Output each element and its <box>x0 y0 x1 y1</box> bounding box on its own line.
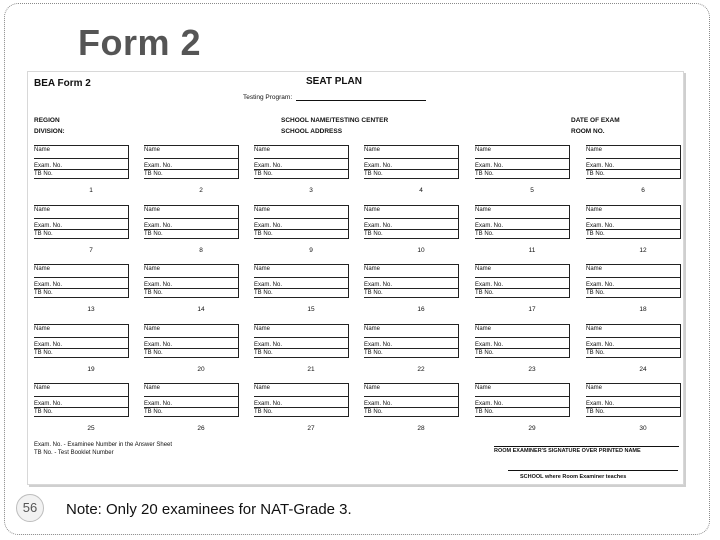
seat-tb-no-label: TB No. <box>144 409 163 415</box>
seat-name-label: Name <box>364 326 381 332</box>
seat-name-label: Name <box>254 266 271 272</box>
school-address-label: SCHOOL ADDRESS <box>281 128 343 135</box>
seat-box <box>254 145 349 179</box>
seat-number: 20 <box>197 366 205 373</box>
seat-name-label: Name <box>586 385 603 391</box>
seat-exam-line <box>586 348 681 349</box>
seat-name-line <box>144 396 239 397</box>
seat-tb-no-label: TB No. <box>144 231 163 237</box>
seat-number: 16 <box>417 306 425 313</box>
seat-name-label: Name <box>144 147 161 153</box>
seat-box <box>254 205 349 239</box>
seat-exam-no-label: Exam. No. <box>475 163 504 169</box>
seat-tb-no-label: TB No. <box>34 171 53 177</box>
seat-exam-no-label: Exam. No. <box>34 223 63 229</box>
seat-number: 10 <box>417 247 425 254</box>
seat-exam-no-label: Exam. No. <box>144 163 173 169</box>
seat-box <box>475 383 570 417</box>
seat-box <box>364 205 459 239</box>
seat-exam-line <box>364 348 459 349</box>
seat-exam-line <box>475 407 570 408</box>
seat-box <box>34 145 129 179</box>
seat-name-line <box>144 277 239 278</box>
seat-name-line <box>254 158 349 159</box>
seat-box <box>254 324 349 358</box>
school-name-label: SCHOOL NAME/TESTING CENTER <box>281 117 389 124</box>
seat-tb-no-label: TB No. <box>34 350 53 356</box>
seat-box <box>34 264 129 298</box>
seat-exam-no-label: Exam. No. <box>364 342 393 348</box>
slide-note: Note: Only 20 examinees for NAT-Grade 3. <box>66 501 352 518</box>
seat-name-label: Name <box>586 147 603 153</box>
seat-name-label: Name <box>34 147 51 153</box>
seat-exam-no-label: Exam. No. <box>144 342 173 348</box>
seat-exam-line <box>475 229 570 230</box>
seat-name-label: Name <box>364 385 381 391</box>
seat-plan-form <box>27 71 684 485</box>
seat-tb-no-label: TB No. <box>475 231 494 237</box>
seat-exam-line <box>475 169 570 170</box>
seat-exam-line <box>475 288 570 289</box>
seat-exam-no-label: Exam. No. <box>34 163 63 169</box>
seat-exam-line <box>254 229 349 230</box>
seat-name-label: Name <box>34 207 51 213</box>
division-label: DIVISION: <box>34 128 65 135</box>
seat-tb-no-label: TB No. <box>586 231 605 237</box>
seat-tb-no-label: TB No. <box>364 350 383 356</box>
seat-exam-no-label: Exam. No. <box>254 342 283 348</box>
testing-program-line <box>296 93 426 101</box>
seat-number: 5 <box>530 187 534 194</box>
seat-box <box>364 324 459 358</box>
seat-number: 13 <box>87 306 95 313</box>
seat-exam-line <box>144 169 239 170</box>
seat-box <box>34 383 129 417</box>
seat-number: 30 <box>639 425 647 432</box>
seat-name-line <box>144 218 239 219</box>
seat-name-label: Name <box>144 266 161 272</box>
seat-box <box>144 205 239 239</box>
date-of-exam-label: DATE OF EXAM <box>571 117 620 124</box>
seat-name-line <box>475 218 570 219</box>
seat-box <box>254 264 349 298</box>
seat-exam-line <box>364 288 459 289</box>
seat-box <box>144 264 239 298</box>
seat-box <box>364 264 459 298</box>
seat-box <box>144 324 239 358</box>
seat-box <box>586 383 681 417</box>
legend-tb-no: TB No. - Test Booklet Number <box>34 450 114 456</box>
seat-tb-no-label: TB No. <box>144 350 163 356</box>
seat-exam-no-label: Exam. No. <box>254 223 283 229</box>
seat-number: 2 <box>199 187 203 194</box>
seat-tb-no-label: TB No. <box>34 290 53 296</box>
seat-exam-line <box>254 169 349 170</box>
seat-exam-no-label: Exam. No. <box>586 163 615 169</box>
seat-exam-line <box>144 407 239 408</box>
seat-name-label: Name <box>254 207 271 213</box>
seat-exam-line <box>34 288 129 289</box>
seat-name-line <box>254 396 349 397</box>
testing-program-field <box>243 93 426 101</box>
seat-box <box>586 145 681 179</box>
seat-exam-no-label: Exam. No. <box>364 223 393 229</box>
school-line <box>508 470 678 471</box>
seat-name-line <box>364 337 459 338</box>
seat-exam-no-label: Exam. No. <box>586 282 615 288</box>
seat-name-label: Name <box>586 326 603 332</box>
seat-tb-no-label: TB No. <box>364 231 383 237</box>
seat-name-line <box>475 337 570 338</box>
seat-number: 26 <box>197 425 205 432</box>
seat-exam-no-label: Exam. No. <box>364 163 393 169</box>
seat-name-line <box>364 396 459 397</box>
seat-exam-line <box>34 229 129 230</box>
seat-tb-no-label: TB No. <box>475 290 494 296</box>
seat-exam-line <box>254 288 349 289</box>
seat-number: 8 <box>199 247 203 254</box>
seat-name-label: Name <box>586 266 603 272</box>
seat-tb-no-label: TB No. <box>475 409 494 415</box>
seat-exam-no-label: Exam. No. <box>254 282 283 288</box>
seat-exam-no-label: Exam. No. <box>364 282 393 288</box>
seat-name-label: Name <box>254 385 271 391</box>
seat-name-line <box>475 158 570 159</box>
testing-program-label: Testing Program: <box>243 94 293 101</box>
seat-number: 25 <box>87 425 95 432</box>
page-number: 56 <box>16 494 44 522</box>
seat-exam-no-label: Exam. No. <box>586 223 615 229</box>
room-number-label: ROOM NO. <box>571 128 605 135</box>
seat-name-label: Name <box>475 266 492 272</box>
seat-number: 21 <box>307 366 315 373</box>
seat-exam-line <box>586 229 681 230</box>
seat-exam-line <box>144 288 239 289</box>
seat-number: 22 <box>417 366 425 373</box>
seat-name-label: Name <box>144 207 161 213</box>
seat-number: 6 <box>641 187 645 194</box>
seat-box <box>475 264 570 298</box>
seat-name-line <box>586 158 681 159</box>
seat-name-line <box>144 337 239 338</box>
seat-name-line <box>144 158 239 159</box>
seat-number: 3 <box>309 187 313 194</box>
seat-number: 7 <box>89 247 93 254</box>
seat-tb-no-label: TB No. <box>586 350 605 356</box>
seat-exam-no-label: Exam. No. <box>475 342 504 348</box>
seat-name-line <box>34 337 129 338</box>
seat-exam-line <box>586 407 681 408</box>
seat-name-line <box>586 337 681 338</box>
seat-tb-no-label: TB No. <box>586 171 605 177</box>
seat-name-label: Name <box>364 207 381 213</box>
seat-number: 4 <box>419 187 423 194</box>
seat-tb-no-label: TB No. <box>364 409 383 415</box>
seat-exam-line <box>34 169 129 170</box>
form-name: BEA Form 2 <box>34 78 91 89</box>
seat-exam-no-label: Exam. No. <box>254 163 283 169</box>
seat-box <box>254 383 349 417</box>
seat-exam-no-label: Exam. No. <box>475 223 504 229</box>
seat-tb-no-label: TB No. <box>144 290 163 296</box>
seat-exam-no-label: Exam. No. <box>586 342 615 348</box>
signature-label: ROOM EXAMINER'S SIGNATURE OVER PRINTED NAME <box>494 448 641 454</box>
seat-exam-line <box>364 229 459 230</box>
seat-name-label: Name <box>144 385 161 391</box>
seat-exam-line <box>144 229 239 230</box>
seat-box <box>475 324 570 358</box>
region-label: REGION <box>34 117 60 124</box>
seat-exam-no-label: Exam. No. <box>586 401 615 407</box>
seat-box <box>586 205 681 239</box>
seat-exam-line <box>586 288 681 289</box>
seat-tb-no-label: TB No. <box>254 171 273 177</box>
seat-name-line <box>586 396 681 397</box>
seat-name-label: Name <box>144 326 161 332</box>
seat-box <box>475 205 570 239</box>
seat-tb-no-label: TB No. <box>364 171 383 177</box>
seat-name-label: Name <box>34 266 51 272</box>
seat-number: 12 <box>639 247 647 254</box>
seat-name-line <box>475 396 570 397</box>
seat-tb-no-label: TB No. <box>254 290 273 296</box>
seat-exam-no-label: Exam. No. <box>144 282 173 288</box>
seat-name-label: Name <box>475 385 492 391</box>
seat-name-label: Name <box>254 147 271 153</box>
seat-exam-no-label: Exam. No. <box>475 282 504 288</box>
seat-number: 18 <box>639 306 647 313</box>
seat-exam-line <box>586 169 681 170</box>
seat-name-label: Name <box>475 207 492 213</box>
seat-box <box>586 264 681 298</box>
seat-name-label: Name <box>475 326 492 332</box>
form-title: SEAT PLAN <box>306 76 362 87</box>
seat-exam-line <box>144 348 239 349</box>
seat-name-line <box>364 277 459 278</box>
seat-number: 29 <box>528 425 536 432</box>
seat-name-line <box>34 218 129 219</box>
seat-exam-no-label: Exam. No. <box>34 401 63 407</box>
seat-box <box>364 383 459 417</box>
seat-name-label: Name <box>586 207 603 213</box>
seat-name-line <box>475 277 570 278</box>
seat-name-label: Name <box>364 266 381 272</box>
seat-name-label: Name <box>34 326 51 332</box>
seat-tb-no-label: TB No. <box>34 231 53 237</box>
seat-name-line <box>254 218 349 219</box>
seat-exam-line <box>254 407 349 408</box>
seat-name-line <box>34 158 129 159</box>
seat-box <box>144 383 239 417</box>
seat-box <box>144 145 239 179</box>
slide-title: Form 2 <box>78 22 202 63</box>
seat-exam-line <box>254 348 349 349</box>
seat-tb-no-label: TB No. <box>254 231 273 237</box>
seat-name-line <box>254 337 349 338</box>
seat-exam-no-label: Exam. No. <box>364 401 393 407</box>
seat-number: 15 <box>307 306 315 313</box>
seat-exam-no-label: Exam. No. <box>144 223 173 229</box>
seat-name-line <box>586 218 681 219</box>
seat-exam-no-label: Exam. No. <box>34 282 63 288</box>
seat-name-line <box>364 158 459 159</box>
seat-tb-no-label: TB No. <box>475 171 494 177</box>
seat-tb-no-label: TB No. <box>254 350 273 356</box>
seat-name-line <box>254 277 349 278</box>
seat-box <box>34 205 129 239</box>
seat-name-line <box>34 396 129 397</box>
school-label: SCHOOL where Room Examiner teaches <box>520 474 627 480</box>
seat-name-label: Name <box>254 326 271 332</box>
seat-exam-no-label: Exam. No. <box>144 401 173 407</box>
seat-number: 14 <box>197 306 205 313</box>
seat-number: 27 <box>307 425 315 432</box>
seat-tb-no-label: TB No. <box>254 409 273 415</box>
seat-tb-no-label: TB No. <box>144 171 163 177</box>
seat-name-label: Name <box>364 147 381 153</box>
seat-number: 1 <box>89 187 93 194</box>
seat-exam-line <box>34 407 129 408</box>
seat-tb-no-label: TB No. <box>364 290 383 296</box>
seat-tb-no-label: TB No. <box>586 409 605 415</box>
seat-name-label: Name <box>34 385 51 391</box>
seat-number: 24 <box>639 366 647 373</box>
seat-tb-no-label: TB No. <box>586 290 605 296</box>
seat-exam-line <box>364 169 459 170</box>
seat-exam-no-label: Exam. No. <box>34 342 63 348</box>
seat-box <box>34 324 129 358</box>
seat-exam-line <box>34 348 129 349</box>
seat-name-label: Name <box>475 147 492 153</box>
seat-number: 9 <box>309 247 313 254</box>
seat-box <box>364 145 459 179</box>
seat-box <box>475 145 570 179</box>
seat-exam-no-label: Exam. No. <box>254 401 283 407</box>
seat-tb-no-label: TB No. <box>475 350 494 356</box>
seat-number: 28 <box>417 425 425 432</box>
seat-exam-line <box>364 407 459 408</box>
seat-exam-line <box>475 348 570 349</box>
seat-number: 23 <box>528 366 536 373</box>
seat-tb-no-label: TB No. <box>34 409 53 415</box>
seat-name-line <box>34 277 129 278</box>
seat-number: 19 <box>87 366 95 373</box>
seat-box <box>586 324 681 358</box>
seat-number: 11 <box>528 247 536 254</box>
seat-exam-no-label: Exam. No. <box>475 401 504 407</box>
legend-exam-no: Exam. No. - Examinee Number in the Answer Sheet <box>34 442 173 448</box>
seat-number: 17 <box>528 306 536 313</box>
signature-line <box>494 446 679 447</box>
seat-name-line <box>586 277 681 278</box>
seat-name-line <box>364 218 459 219</box>
